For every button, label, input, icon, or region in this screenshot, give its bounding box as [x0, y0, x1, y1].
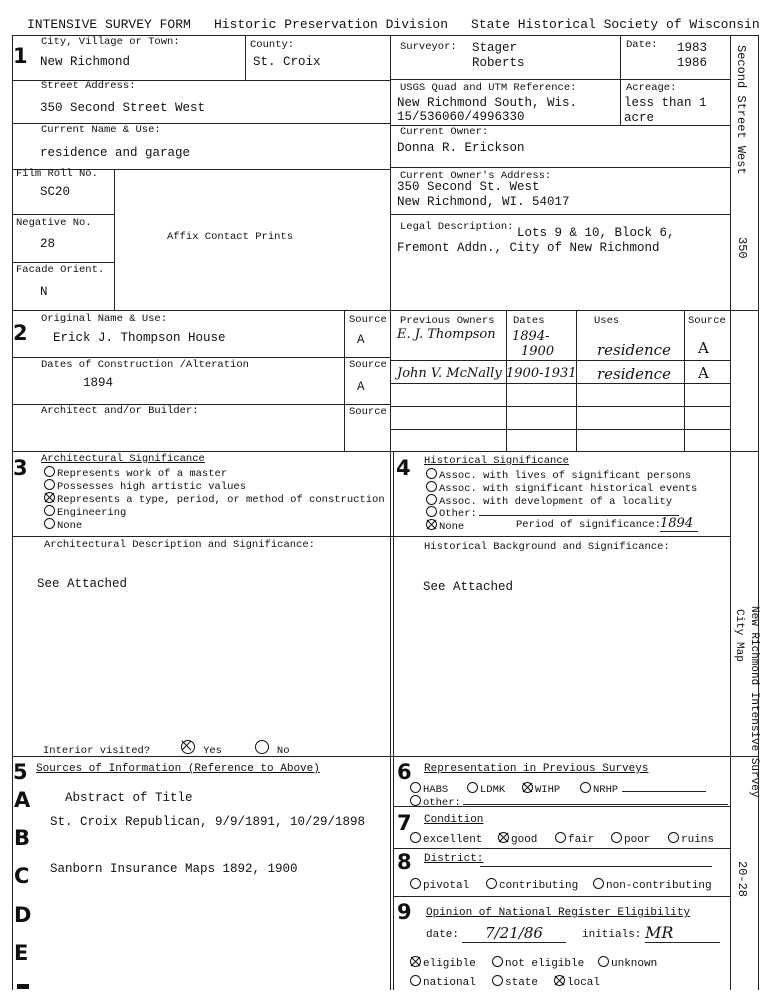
eligibility-initials-label: initials:	[582, 929, 642, 941]
arch-significance-title: Architectural Significance	[41, 453, 205, 465]
film-roll-value: SC20	[40, 185, 71, 199]
arch-option-type[interactable]: Represents a type, period, or method of construction	[44, 492, 385, 506]
original-name-value: Erick J. Thompson House	[53, 331, 226, 345]
survey-option-wihp[interactable]: WIHP	[522, 782, 560, 796]
owners-source-label: Source	[688, 315, 726, 327]
radio-icon	[410, 795, 421, 806]
radio-icon	[555, 832, 566, 843]
section-number-4: 4	[396, 456, 411, 480]
section-number-9: 9	[397, 900, 412, 924]
arch-option-artistic[interactable]: Possesses high artistic values	[44, 479, 246, 493]
source-letter-d: D	[14, 903, 32, 927]
owner-use-1: residence	[597, 341, 671, 359]
original-source-label: Source	[349, 314, 387, 326]
section-number-1: 1	[13, 44, 28, 68]
current-name-value: residence and garage	[40, 146, 191, 160]
city-value: New Richmond	[40, 55, 131, 69]
legal-label: Legal Description:	[400, 221, 514, 233]
source-letter-c: C	[14, 864, 30, 888]
radio-icon	[668, 832, 679, 843]
radio-icon	[593, 878, 604, 889]
eligibility-option-not-eligible[interactable]: not eligible	[492, 956, 584, 970]
owner-address-value-1: 350 Second St. West	[397, 180, 540, 194]
radio-checked-icon	[498, 832, 509, 843]
radio-icon	[426, 481, 437, 492]
survey-option-other[interactable]: other:	[410, 795, 728, 809]
radio-icon	[426, 494, 437, 505]
source-text-c: Sanborn Insurance Maps 1892, 1900	[50, 862, 298, 876]
negative-value: 28	[40, 237, 56, 251]
district-title: District:	[424, 853, 484, 865]
source-letter-e: E	[14, 941, 29, 965]
uses-label: Uses	[594, 315, 620, 327]
district-underline	[480, 866, 712, 867]
construction-dates-value: 1894	[83, 376, 114, 390]
radio-icon	[410, 782, 421, 793]
acreage-label: Acreage:	[626, 82, 677, 94]
owner-source-1: A	[698, 339, 709, 357]
construction-dates-label: Dates of Construction /Alteration	[41, 359, 249, 371]
owner-use-2: residence	[597, 365, 671, 383]
eligibility-option-local[interactable]: local	[554, 975, 600, 989]
owner-source-2: A	[698, 364, 709, 382]
owner-address-value-2: New Richmond, WI. 54017	[397, 195, 570, 209]
original-source-value: A	[357, 333, 365, 347]
margin-survey: New Richmond Intensive Survey	[748, 606, 760, 798]
interior-yes-checked-icon[interactable]	[181, 740, 195, 754]
district-option-pivotal[interactable]: pivotal	[410, 878, 469, 892]
section-number-5: 5	[13, 760, 28, 784]
condition-option-excellent[interactable]: excellent	[410, 832, 482, 846]
radio-icon	[44, 505, 55, 516]
original-name-label: Original Name & Use:	[41, 313, 168, 325]
district-option-contributing[interactable]: contributing	[486, 878, 578, 892]
owner-dates-1b: 1900	[521, 344, 555, 359]
interior-visited: Interior visited? Yes No	[43, 740, 290, 757]
owner-dates-2: 1900-1931	[506, 366, 577, 381]
owner-address-label: Current Owner's Address:	[400, 170, 552, 182]
current-name-label: Current Name & Use:	[41, 124, 161, 136]
surveyor-label: Surveyor:	[400, 41, 457, 53]
legal-value-1: Lots 9 & 10, Block 6,	[517, 226, 675, 240]
radio-checked-icon	[554, 975, 565, 986]
radio-icon	[410, 878, 421, 889]
usgs-value-1: New Richmond South, Wis.	[397, 96, 578, 110]
usgs-value-2: 15/536060/4996330	[397, 110, 525, 124]
section-number-2: 2	[13, 321, 28, 345]
sources-title: Sources of Information (Reference to Above)	[36, 763, 320, 775]
date-label: Date:	[626, 39, 658, 51]
condition-option-ruins[interactable]: ruins	[668, 832, 714, 846]
eligibility-title: Opinion of National Register Eligibility	[426, 907, 691, 919]
radio-icon	[492, 956, 503, 967]
radio-icon	[44, 466, 55, 477]
hist-option-none[interactable]: None	[426, 519, 464, 533]
radio-icon	[426, 506, 437, 517]
source-text-b: St. Croix Republican, 9/9/1891, 10/29/1898	[50, 815, 366, 829]
eligibility-option-eligible[interactable]: eligible	[410, 956, 476, 970]
arch-option-none[interactable]: None	[44, 518, 82, 532]
condition-title: Condition	[424, 814, 484, 826]
current-owner-value: Donna R. Erickson	[397, 141, 525, 155]
hist-option-persons[interactable]: Assoc. with lives of significant persons	[426, 468, 691, 482]
arch-description-value: See Attached	[37, 577, 128, 591]
margin-map: City Map	[733, 609, 745, 662]
architect-source-label: Source	[349, 406, 387, 418]
street-label: Street Address:	[41, 80, 136, 92]
source-letter-f-fragment	[17, 984, 29, 989]
facade-label: Facade Orient.	[16, 264, 105, 276]
section-number-6: 6	[397, 760, 412, 784]
condition-option-poor[interactable]: poor	[611, 832, 650, 846]
radio-checked-icon	[426, 519, 437, 530]
radio-icon	[611, 832, 622, 843]
eligibility-date-label: date:	[426, 929, 460, 941]
radio-icon	[44, 479, 55, 490]
facade-value: N	[40, 285, 48, 299]
interior-no-icon[interactable]	[255, 740, 269, 754]
radio-icon	[426, 468, 437, 479]
radio-icon	[410, 832, 421, 843]
dates-source-value: A	[357, 380, 365, 394]
radio-checked-icon	[410, 956, 421, 967]
radio-checked-icon	[522, 782, 533, 793]
society-name: State Historical Society of Wisconsin	[471, 17, 760, 32]
radio-checked-icon	[44, 492, 55, 503]
eligibility-option-national[interactable]: national	[410, 975, 476, 989]
architect-label: Architect and/or Builder:	[41, 405, 199, 417]
hist-significance-title: Historical Significance	[424, 455, 569, 467]
legal-value-2: Fremont Addn., City of New Richmond	[397, 241, 660, 255]
hist-option-locality[interactable]: Assoc. with development of a locality	[426, 494, 672, 508]
radio-icon	[467, 782, 478, 793]
date-value-2: 1986	[677, 56, 708, 70]
arch-option-engineering[interactable]: Engineering	[44, 505, 126, 519]
owner-dates-1a: 1894-	[512, 329, 550, 344]
survey-option-ldmk[interactable]: LDMK	[467, 782, 505, 796]
acreage-value-1: less than 1	[624, 96, 707, 110]
eligibility-initials-value: MR	[645, 923, 720, 943]
radio-icon	[486, 878, 497, 889]
radio-icon	[492, 975, 503, 986]
eligibility-option-unknown[interactable]: unknown	[598, 956, 657, 970]
radio-icon	[44, 518, 55, 529]
street-value: 350 Second Street West	[40, 101, 206, 115]
owner-name-2: John V. McNally	[397, 366, 502, 381]
county-label: County:	[250, 39, 295, 51]
hist-option-other[interactable]: Other:	[426, 506, 679, 520]
margin-street: Second Street West	[734, 45, 748, 175]
acreage-value-2: acre	[624, 111, 655, 125]
district-option-non-contributing[interactable]: non-contributing	[593, 878, 712, 892]
condition-option-fair[interactable]: fair	[555, 832, 594, 846]
arch-description-label: Architectural Description and Significance:	[44, 539, 315, 551]
eligibility-option-state[interactable]: state	[492, 975, 538, 989]
source-letter-b: B	[14, 826, 31, 850]
section-number-8: 8	[397, 850, 412, 874]
condition-option-good[interactable]: good	[498, 832, 537, 846]
county-value: St. Croix	[253, 55, 321, 69]
section-number-3: 3	[13, 456, 28, 480]
dates-source-label: Source	[349, 359, 387, 371]
owner-name-1: E. J. Thompson	[397, 327, 496, 342]
margin-code: 20-28	[735, 861, 749, 898]
radio-icon	[580, 782, 591, 793]
survey-option-habs[interactable]: HABS	[410, 782, 448, 796]
date-value-1: 1983	[677, 41, 708, 55]
affix-contact-prints: Affix Contact Prints	[167, 231, 294, 243]
previous-owners-label: Previous Owners	[400, 315, 495, 327]
negative-label: Negative No.	[16, 217, 92, 229]
current-owner-label: Current Owner:	[400, 126, 489, 138]
period-label: Period of significance:	[516, 519, 661, 531]
radio-icon	[410, 975, 421, 986]
surveyor-value-2: Roberts	[472, 56, 525, 70]
source-text-a: Abstract of Title	[65, 791, 193, 805]
previous-dates-label: Dates	[513, 315, 545, 327]
previous-surveys-title: Representation in Previous Surveys	[424, 763, 649, 775]
arch-option-master[interactable]: Represents work of a master	[44, 466, 227, 480]
radio-icon	[598, 956, 609, 967]
form-title: INTENSIVE SURVEY FORM	[27, 17, 191, 32]
film-roll-label: Film Roll No.	[16, 168, 98, 180]
hist-background-label: Historical Background and Significance:	[424, 541, 670, 553]
hist-background-value: See Attached	[423, 580, 514, 594]
surveyor-value-1: Stager	[472, 41, 518, 55]
division-name: Historic Preservation Division	[214, 17, 449, 32]
survey-option-nrhp[interactable]: NRHP	[580, 782, 706, 796]
city-label: City, Village or Town:	[41, 36, 180, 48]
usgs-label: USGS Quad and UTM Reference:	[400, 82, 577, 94]
hist-option-events[interactable]: Assoc. with significant historical events	[426, 481, 697, 495]
margin-number: 350	[735, 237, 749, 259]
source-letter-a: A	[14, 788, 31, 812]
period-value: 1894	[660, 516, 698, 532]
section-number-7: 7	[397, 811, 412, 835]
eligibility-date-value: 7/21/86	[462, 924, 566, 943]
